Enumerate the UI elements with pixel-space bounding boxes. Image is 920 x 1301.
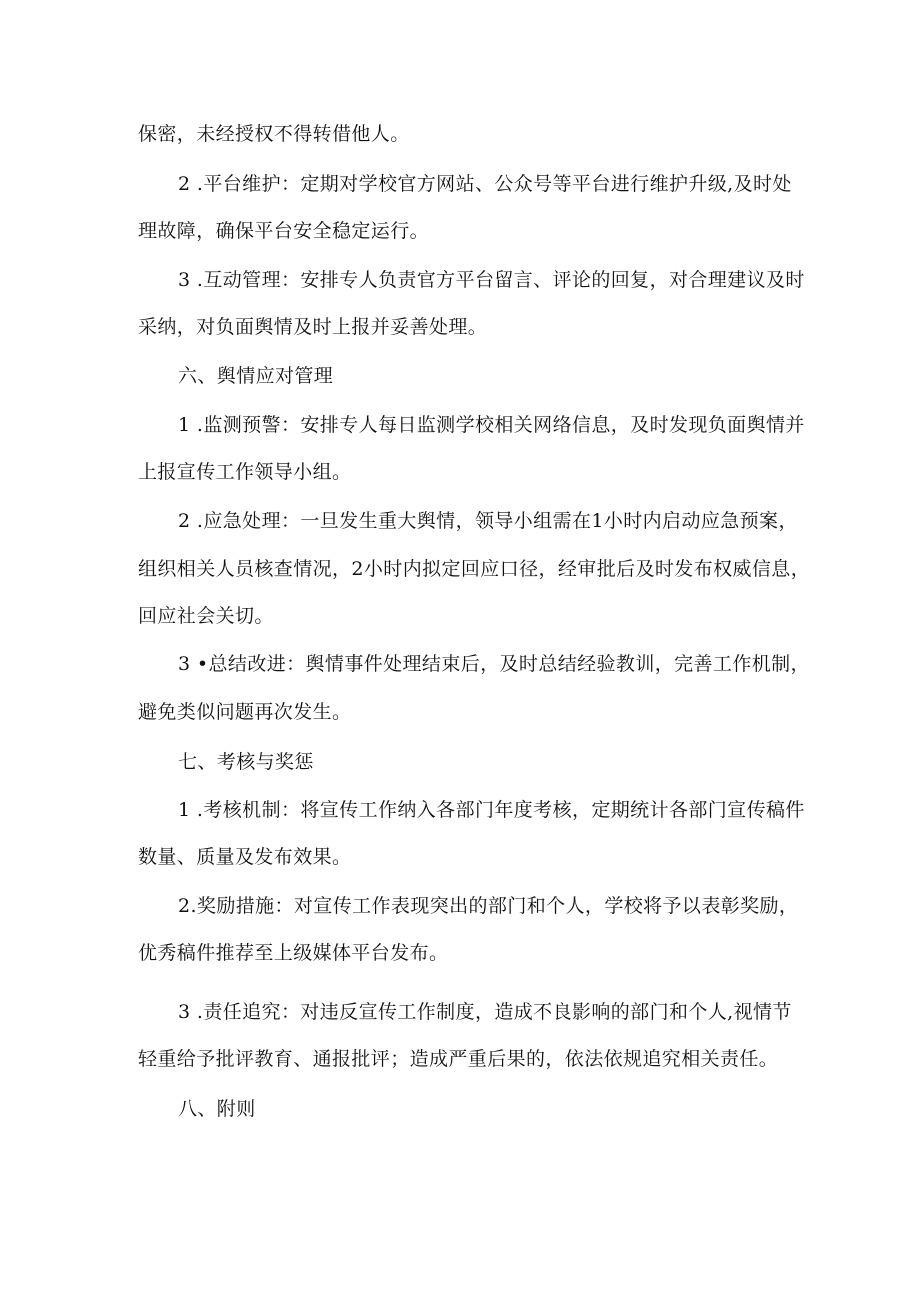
section-heading: 七、考核与奖惩: [178, 751, 314, 773]
section-heading: 八、附则: [178, 1098, 256, 1120]
paragraph-line: 2 .应急处理：一旦发生重大舆情，领导小组需在1小时内启动应急预案，: [178, 510, 798, 532]
paragraph-line: 2 .平台维护：定期对学校官方网站、公众号等平台进行维护升级,及时处: [178, 173, 792, 195]
paragraph-line: 上报宣传工作领导小组。: [138, 461, 352, 483]
paragraph-line: 回应社会关切。: [138, 605, 274, 627]
paragraph-line: 理故障，确保平台安全稳定运行。: [138, 220, 430, 242]
paragraph-line: 数量、质量及发布效果。: [138, 846, 352, 868]
paragraph-line: 2.奖励措施：对宣传工作表现突出的部门和个人，学校将予以表彰奖励，: [178, 895, 799, 917]
paragraph-line: 3 .互动管理：安排专人负责官方平台留言、评论的回复，对合理建议及时: [178, 269, 805, 291]
paragraph-line: 1 .考核机制：将宣传工作纳入各部门年度考核，定期统计各部门宣传稿件: [178, 799, 805, 821]
paragraph-line: 3 .责任追究：对违反宣传工作制度，造成不良影响的部门和个人,视情节: [178, 1001, 792, 1023]
paragraph-line: 采纳，对负面舆情及时上报并妥善处理。: [138, 316, 488, 338]
paragraph-line: 组织相关人员核查情况，2小时内拟定回应口径，经审批后及时发布权威信息，: [138, 558, 811, 580]
section-heading: 六、舆情应对管理: [178, 365, 334, 387]
paragraph-line: 轻重给予批评教育、通报批评；造成严重后果的，依法依规追究相关责任。: [138, 1048, 779, 1070]
paragraph-line: 1 .监测预警：安排专人每日监测学校相关网络信息，及时发现负面舆情并: [178, 414, 805, 436]
paragraph-line: 优秀稿件推荐至上级媒体平台发布。: [138, 942, 449, 964]
paragraph-line: 避免类似问题再次发生。: [138, 701, 352, 723]
paragraph-line: 3 •总结改进：舆情事件处理结束后，及时总结经验教训，完善工作机制，: [178, 653, 810, 675]
paragraph-line: 保密，未经授权不得转借他人。: [138, 123, 410, 145]
